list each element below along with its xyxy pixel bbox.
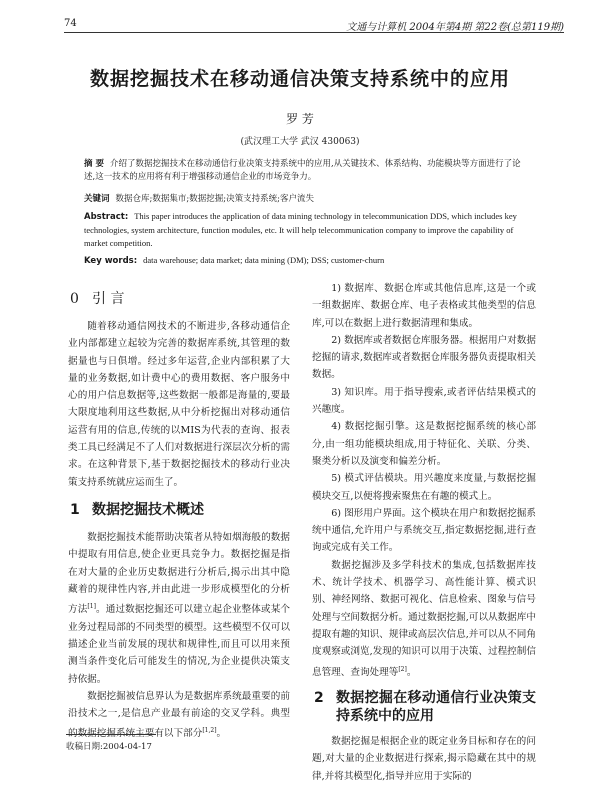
- affiliation: (武汉理工大学 武汉 430063): [240, 137, 360, 147]
- abstract-en-text: This paper introduces the application of data mining technology in telecommunication DDS, which includes key technologies, system architecture, function modules, etc. It will help telecommunication company to improve the capability of market competition.: [84, 211, 517, 248]
- abstract-en: [84, 210, 528, 250]
- section-0-title: 引 言: [92, 291, 125, 307]
- citation: [1]: [87, 603, 96, 611]
- running-header: [64, 18, 564, 32]
- section-2-paragraph-1: 数据挖掘是根据企业的既定业务目标和存在的问题,对大量的企业数据进行探索,揭示隐藏在其中的规律,并将其模型化,指导并应用于实际的: [312, 736, 536, 782]
- header-rule: [64, 32, 564, 33]
- left-column: [68, 280, 290, 743]
- section-2-title: 数据挖掘在移动通信行业决策支持系统中的应用: [336, 690, 536, 725]
- list-item: 4) 数据挖掘引擎。这是数据挖掘系统的核心部分,由一组功能模块组成,用于特征化、关联、分类、聚类分析以及演变和偏差分析。: [312, 421, 536, 467]
- journal-info: 文通与计算机 2004年第4期 第22卷(总第119期): [346, 22, 564, 33]
- received-date: 收稿日期:2004-04-17: [66, 742, 152, 752]
- list-item: 2) 数据库或者数据仓库服务器。根据用户对数据挖掘的请求,数据库或者数据仓库服务器负责提取相关数据。: [312, 334, 536, 381]
- citation: [1,2]: [202, 727, 217, 735]
- author: 罗 芳: [286, 112, 314, 126]
- section-1-paragraph-2: 数据挖掘被信息界认为是数据库系统最重要的前沿技术之一,是信息产业最有前途的交叉学科。典型的数据挖掘系统主要有以下部分[1,2]。: [68, 690, 290, 740]
- footnote-rule: [66, 734, 156, 735]
- section-2-heading: [314, 689, 536, 725]
- tech-paragraph: 数据挖掘涉及多学科技术的集成,包括数据库技术、统计学技术、机器学习、高性能计算、模式识别、神经网络、数据可视化、信息检索、图象与信号处理与空间数据分析。通过数据挖掘,可以从数据库中提取有趣的知识、规律或高层次信息,并可以从不同角度观察或浏览,发现的知识可以用于决策、过程控制信息管理、查询处理等[2]。: [312, 559, 536, 678]
- keywords-en: [84, 254, 528, 268]
- right-column: [312, 280, 536, 785]
- keywords-zh: [84, 193, 528, 206]
- keywords-zh-label: 关键词: [84, 194, 110, 204]
- list-item: 6) 图形用户界面。这个模块在用户和数据挖掘系统中通信,允许用户与系统交互,指定数据挖掘,进行查询或完成有关工作。: [312, 507, 536, 554]
- abstract-zh-text: 介绍了数据挖掘技术在移动通信行业决策支持系统中的应用,从关键技术、体系结构、功能模块等方面进行了论述,这一技术的应用将有利于增强移动通信企业的市场竞争力。: [84, 159, 521, 182]
- keywords-en-text: data warehouse; data market; data mining (DM); DSS; customer-churn: [143, 255, 385, 265]
- keywords-en-label: Key words:: [84, 256, 138, 266]
- intro-paragraph: 随着移动通信网技术的不断进步,各移动通信企业内部都建立起较为完善的数据库系统,其管理的数据量也与日俱增。经过多年运营,企业内部积累了大量的业务数据,如计费中心的费用数据、客户服务中心的用户信息数据等,这些数据一般都是海量的,要最大限度地利用这些数据,从中分析挖掘出对移动通信运营有用的信息,传统的以MIS为代表的查询、报表类工具已经满足不了人们对数据进行深层次分析的需求。在这种背景下,基于数据挖掘技术的移动行业决策支持系统就应运而生了。: [68, 321, 290, 488]
- section-2-number: 2: [314, 690, 324, 707]
- section-1-heading: [70, 501, 290, 519]
- section-1-title: 数据挖掘技术概述: [92, 501, 204, 518]
- section-0-number: 0: [70, 291, 79, 307]
- paper-title: 数据挖掘技术在移动通信决策支持系统中的应用: [89, 68, 510, 90]
- abstract-zh-label: 摘 要: [84, 159, 104, 169]
- citation: [2]: [398, 665, 407, 673]
- section-0-heading: [70, 290, 290, 308]
- list-item: 3) 知识库。用于指导搜索,或者评估结果模式的兴趣度。: [312, 386, 536, 416]
- abstract-en-label: Abstract:: [84, 212, 129, 222]
- list-item: 1) 数据库、数据仓库或其他信息库,这是一个或一组数据库、数据仓库、电子表格或其他类型的信息库,可以在数据上进行数据清理和集成。: [312, 283, 536, 329]
- abstract-zh: [84, 158, 528, 184]
- page-number: 74: [64, 18, 77, 29]
- section-1-number: 1: [70, 501, 80, 518]
- list-item: 5) 模式评估模块。用兴趣度来度量,与数据挖掘模块交互,以便将搜索聚焦在有趣的模式上。: [312, 473, 536, 502]
- section-1-paragraph-1: 数据挖掘技术能帮助决策者从特如烟海般的数据中提取有用信息,使企业更具竞争力。数据挖掘是指在对大量的企业历史数据进行分析后,揭示出其中隐藏着的规律性内容,并由此进一步形成模型化的分析方法[1]。通过数据挖掘还可以建立起企业整体或某个业务过程局部的不同类型的模型。这些模型不仅可以描述企业当前发展的现状和规律性,而且可以用来预测当条件变化后可能发生的情况,为企业提供决策支持依据。: [68, 531, 291, 685]
- keywords-zh-text: 数据仓库;数据集市;数据挖掘;决策支持系统;客户流失: [115, 194, 314, 204]
